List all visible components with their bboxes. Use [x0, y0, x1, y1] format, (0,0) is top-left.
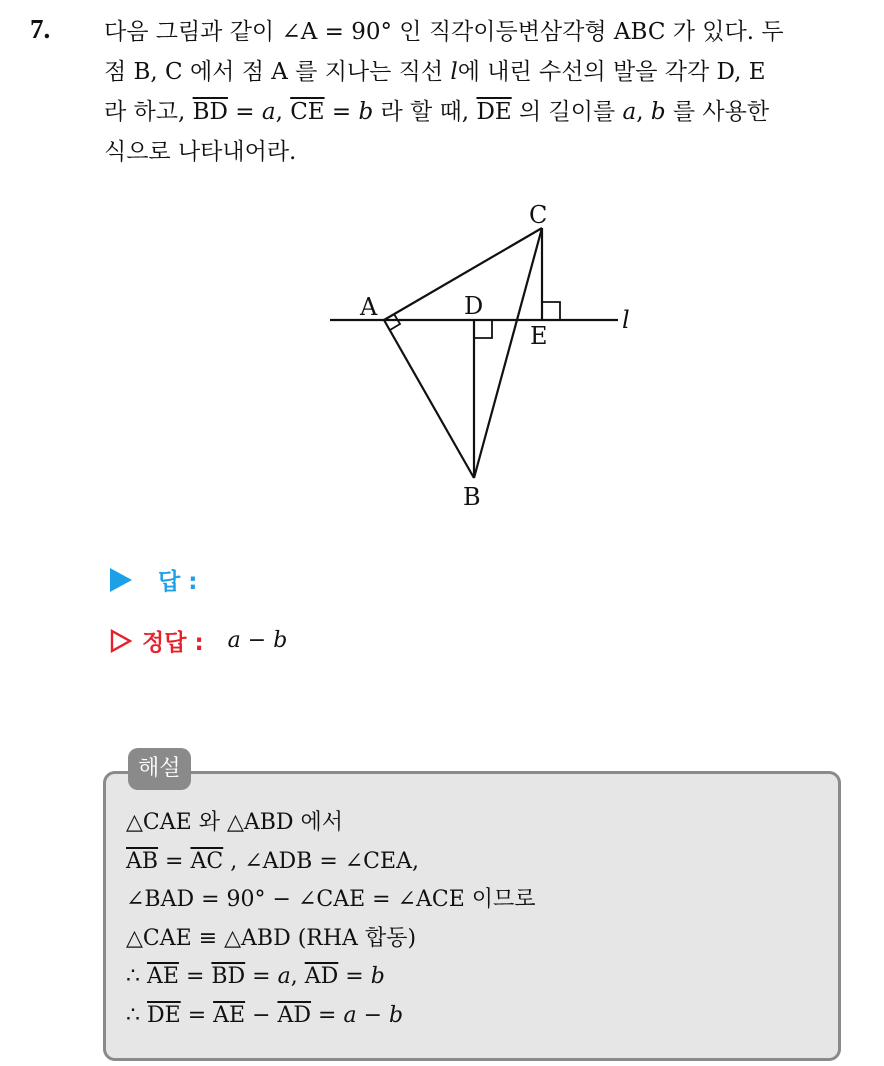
equals-sign: = [311, 1002, 344, 1028]
explanation-line-5 [126, 958, 536, 997]
correct-answer-row [110, 624, 287, 657]
explanation-line-4: △CAE ≡ △ABD (RHA 합동) [126, 925, 417, 951]
segment-ab-text: $\overline{AB}$ [126, 848, 159, 874]
question-line-4: 식으로 나타내어라. [104, 139, 297, 165]
segment-ae-text: $\overline{AE}$ [213, 1002, 246, 1028]
explanation-line-2 [126, 843, 536, 882]
equals-sign: = [158, 848, 191, 874]
label-c: C [529, 201, 548, 229]
equals-sign: = [180, 1002, 214, 1028]
minus-sign: − [245, 1002, 278, 1028]
geometry-figure [310, 195, 650, 515]
comma: , [290, 964, 305, 989]
question-line-1: 다음 그림과 같이 ∠A = 90° 인 직각이등변삼각형 ABC 가 있다. 두 [104, 19, 784, 45]
var-a: a [622, 99, 637, 125]
var-b: b [370, 964, 385, 989]
label-l: l [622, 306, 630, 334]
label-b: B [463, 483, 481, 511]
correct-answer-value: a − b [227, 628, 288, 653]
segment-ae-text: $\overline{AE}$ [147, 964, 179, 989]
therefore-symbol: ∴ [126, 1002, 147, 1028]
question-text-span: 의 길이를 [511, 99, 623, 125]
segment-ac-text: $\overline{AC}$ [190, 848, 224, 874]
result-a-minus-b: a − b [343, 1002, 404, 1028]
explanation-lines [126, 804, 536, 1035]
segment-bd: $\overline{BD}$ [192, 99, 228, 125]
therefore-symbol: ∴ [126, 964, 147, 989]
right-angle-mark-e [542, 302, 560, 320]
segment-bd-text: $\overline{BD}$ [211, 964, 246, 989]
question-text-span: 를 사용한 [665, 99, 770, 125]
label-e: E [530, 322, 548, 350]
right-angle-mark-d [474, 320, 492, 338]
var-b: b [358, 99, 374, 125]
equals-sign: = [227, 99, 262, 125]
equals-sign: = [245, 964, 278, 989]
segment-ac [384, 228, 542, 320]
explanation-line-1: △CAE 와 △ABD 에서 [126, 810, 344, 835]
play-outline-icon [110, 629, 132, 653]
question-text-span: 에 내린 수선의 발을 각각 D, E [457, 59, 766, 85]
explanation-line-6 [126, 997, 536, 1036]
equals-sign: = [338, 964, 371, 989]
question-text-span: 라 하고, [104, 99, 193, 125]
comma: , [636, 99, 651, 125]
explanation-line-3: ∠BAD = 90° − ∠CAE = ∠ACE 이므로 [126, 887, 536, 912]
segment-de-text: $\overline{DE}$ [147, 1002, 181, 1028]
segment-de: $\overline{DE}$ [476, 99, 512, 125]
equals-sign: = [178, 964, 212, 989]
var-a: a [261, 99, 276, 125]
question-text-span: 점 B, C 에서 점 A 를 지나는 직선 [104, 59, 451, 85]
segment-ab [384, 320, 474, 478]
question-line-2 [104, 52, 862, 92]
question-text-span: 라 할 때, [373, 99, 477, 125]
question-line-3 [104, 92, 862, 132]
segment-ad-text: $\overline{AD}$ [277, 1002, 312, 1028]
play-filled-icon [110, 568, 132, 592]
segment-bc [474, 228, 542, 478]
answer-label: 답 : [158, 569, 198, 595]
var-a: a [277, 964, 291, 989]
explanation-text-span: , ∠ADB = ∠CEA, [223, 848, 419, 874]
comma: , [275, 99, 291, 125]
segment-ce: $\overline{CE}$ [290, 99, 325, 125]
correct-answer-label: 정답 : [142, 630, 204, 656]
explanation-tag: 해설 [128, 748, 191, 790]
answer-row [110, 563, 197, 596]
question-text [104, 12, 862, 172]
equals-sign: = [324, 99, 359, 125]
question-number: 7. [30, 14, 51, 44]
var-b: b [650, 99, 666, 125]
segment-ad-text: $\overline{AD}$ [304, 964, 339, 989]
line-symbol-l: l [450, 59, 458, 85]
label-d: D [464, 292, 484, 320]
label-a: A [360, 293, 378, 321]
